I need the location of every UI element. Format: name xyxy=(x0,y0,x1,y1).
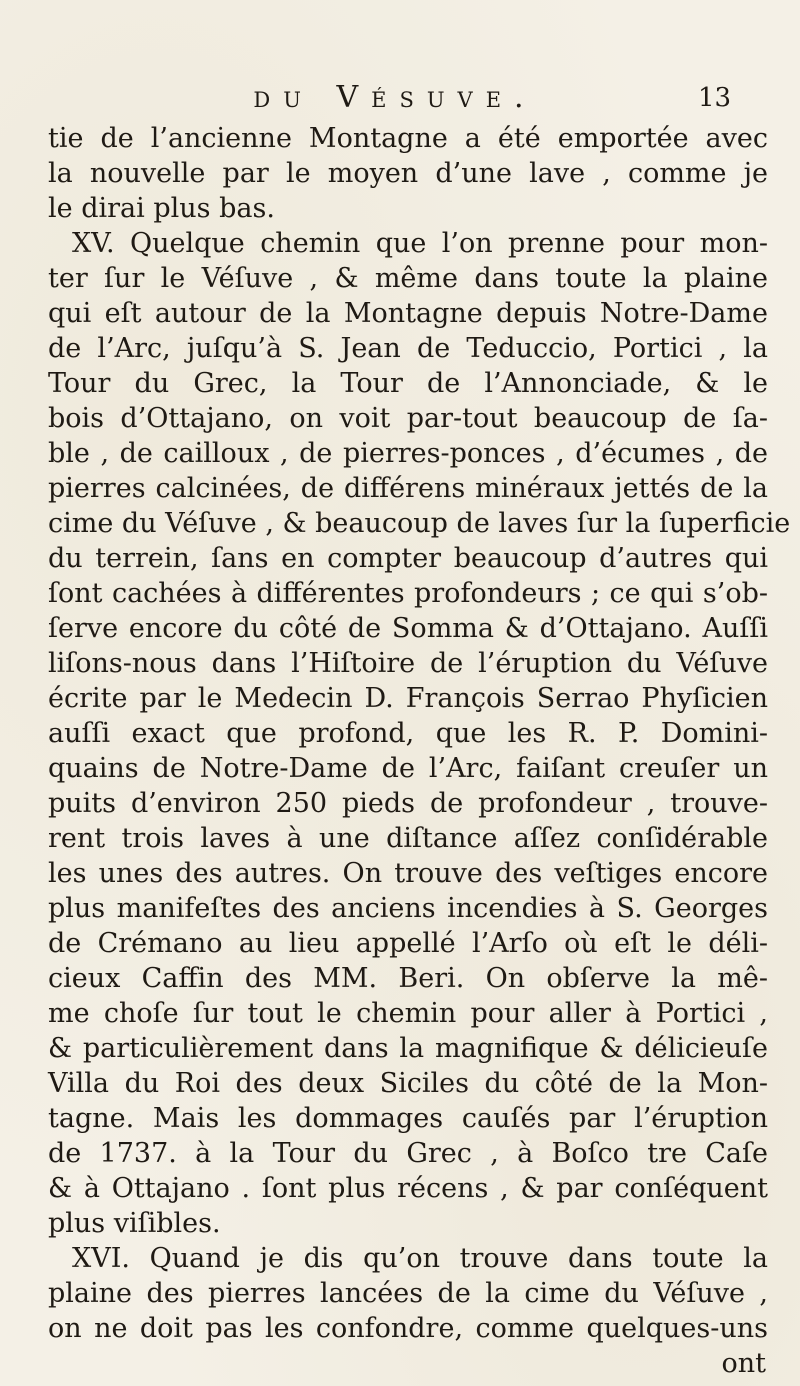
text-line: plus manifeſtes des anciens incendies à S. Georges xyxy=(48,893,768,924)
text-line: du terrein, ſans en compter beaucoup d’autres qui xyxy=(48,543,768,574)
text-line: ble , de cailloux , de pierres-ponces , d’écumes , de xyxy=(48,438,768,469)
page-header xyxy=(0,78,800,118)
text-line: & particulièrement dans la magnifique & délicieuſe xyxy=(48,1033,768,1064)
text-line: écrite par le Medecin D. François Serrao Phyſicien xyxy=(48,683,768,714)
text-line: qui eſt autour de la Montagne depuis Notre-Dame xyxy=(48,298,768,329)
text-line: rent trois laves à une diſtance aſſez conſidérable xyxy=(48,823,768,854)
catchword: ont xyxy=(721,1348,766,1379)
text-line: plaine des pierres lancées de la cime du Véſuve , xyxy=(48,1278,768,1309)
body-text xyxy=(48,121,791,1381)
text-line: pierres calcinées, de différens minéraux jettés de la xyxy=(48,473,768,504)
text-line: ſerve encore du côté de Somma & d’Ottajano. Auſſi xyxy=(48,613,768,644)
text-line: cime du Véſuve , & beaucoup de laves ſur la ſuperficie xyxy=(48,508,791,539)
text-line: tagne. Mais les dommages cauſés par l’éruption xyxy=(48,1103,768,1134)
text-line: cieux Caffin des MM. Beri. On obſerve la mê- xyxy=(48,963,768,994)
text-line: XVI. Quand je dis qu’on trouve dans toute la xyxy=(72,1243,768,1274)
text-line: on ne doit pas les confondre, comme quelques-uns xyxy=(48,1313,768,1344)
text-line: ter ſur le Véſuve , & même dans toute la plaine xyxy=(48,263,768,294)
text-line: Villa du Roi des deux Siciles du côté de la Mon- xyxy=(48,1068,768,1099)
text-line: auſſi exact que profond, que les R. P. Domini- xyxy=(48,718,768,749)
text-line: de Crémano au lieu appellé l’Arſo où eſt le déli- xyxy=(48,928,768,959)
text-line: la nouvelle par le moyen d’une lave , comme je xyxy=(48,158,768,189)
text-line: de 1737. à la Tour du Grec , à Boſco tre Caſe xyxy=(48,1138,768,1169)
text-line: les unes des autres. On trouve des veſtiges encore xyxy=(48,858,768,889)
text-line: plus viſibles. xyxy=(48,1208,221,1239)
text-line: le dirai plus bas. xyxy=(48,193,275,224)
text-line: bois d’Ottajano, on voit par-tout beaucoup de ſa- xyxy=(48,403,768,434)
running-title: du Vésuve. xyxy=(253,80,537,115)
text-line: puits d’environ 250 pieds de profondeur , trouve- xyxy=(48,788,768,819)
text-line: me choſe ſur tout le chemin pour aller à Portici , xyxy=(48,998,768,1029)
text-line: & à Ottajano . ſont plus récens , & par conſéquent xyxy=(48,1173,768,1204)
text-line: Tour du Grec, la Tour de l’Annonciade, & le xyxy=(48,368,768,399)
text-line: ſont cachées à différentes profondeurs ; ce qui s’ob- xyxy=(48,578,768,609)
text-line: tie de l’ancienne Montagne a été emportée avec xyxy=(48,123,768,154)
text-line: de l’Arc, juſqu’à S. Jean de Teduccio, Portici , la xyxy=(48,333,768,364)
page-number: 13 xyxy=(698,83,732,113)
text-line: liſons-nous dans l’Hiſtoire de l’éruption du Véſuve xyxy=(48,648,768,679)
text-line: XV. Quelque chemin que l’on prenne pour mon- xyxy=(72,228,768,259)
text-line: quains de Notre-Dame de l’Arc, faiſant creuſer un xyxy=(48,753,768,784)
